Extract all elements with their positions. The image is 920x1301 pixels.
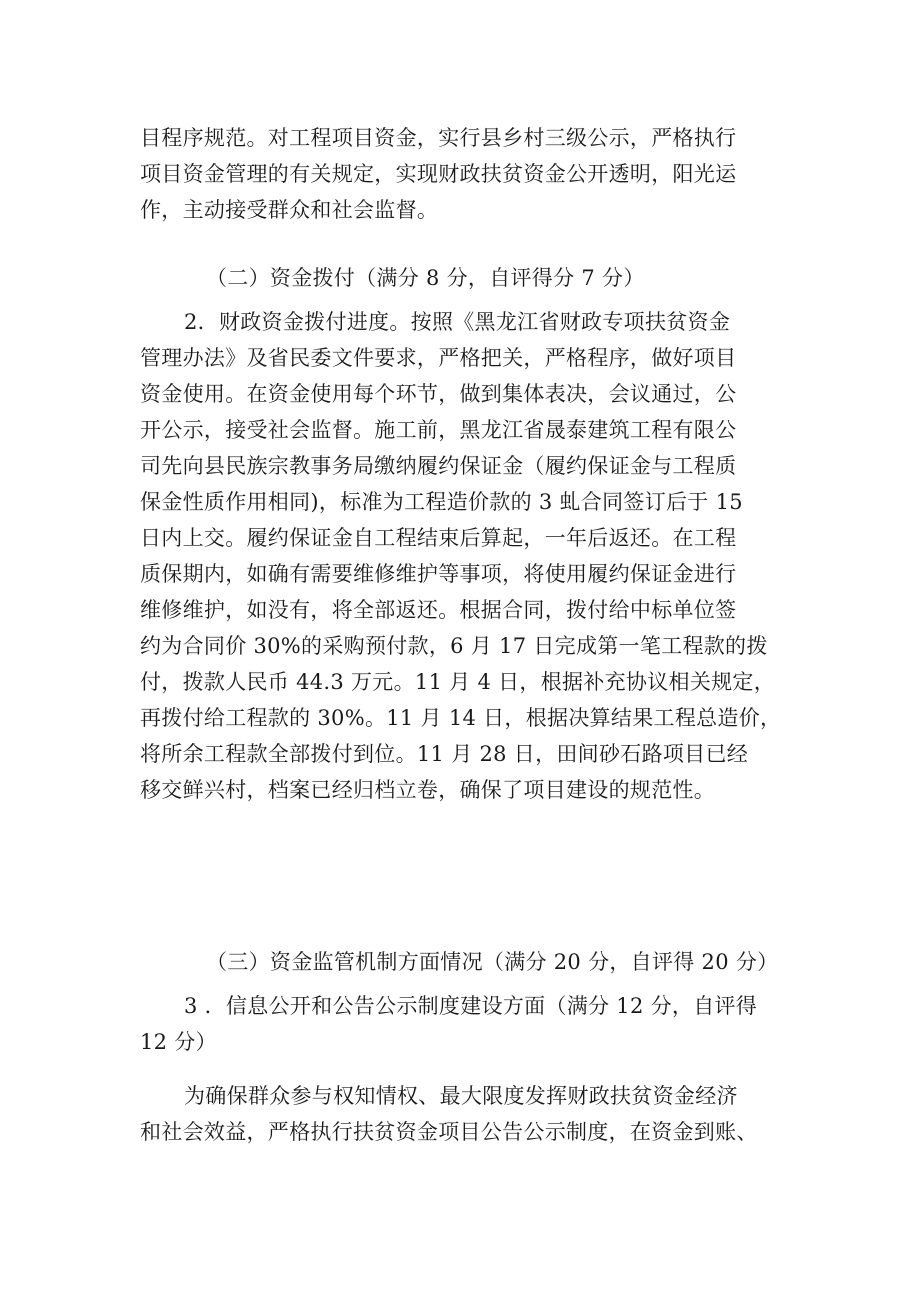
text-line: 2．财政资金拨付进度。按照《黑龙江省财政专项扶贫资金 bbox=[184, 310, 731, 334]
section-heading-2 bbox=[140, 260, 785, 296]
text-line: 司先向县民族宗教事务局缴纳履约保证金（履约保证金与工程质 bbox=[140, 454, 737, 478]
paragraph-disbursement bbox=[140, 304, 785, 808]
paragraph-disclosure bbox=[140, 1078, 785, 1150]
text-line: 和社会效益，严格执行扶贫资金项目公告公示制度，在资金到账、 bbox=[140, 1120, 758, 1144]
paragraph-disclosure-heading bbox=[140, 988, 785, 1060]
text-line: 资金使用。在资金使用每个环节，做到集体表决，会议通过，公 bbox=[140, 382, 737, 406]
text-line: 移交鲜兴村，档案已经归档立卷，确保了项目建设的规范性。 bbox=[140, 778, 716, 802]
text-line: 12 分） bbox=[140, 1030, 217, 1054]
text-line: 作，主动接受群众和社会监督。 bbox=[140, 198, 439, 222]
text-line: 维修维护，如没有，将全部返还。根据合同，拨付给中标单位签 bbox=[140, 598, 737, 622]
document-body bbox=[140, 120, 785, 228]
text-line: 目程序规范。对工程项目资金，实行县乡村三级公示，严格执行 bbox=[140, 126, 737, 150]
heading-funds-disbursement: （二）资金拨付（满分 8 分，自评得分 7 分） bbox=[206, 266, 645, 290]
section-heading-3 bbox=[140, 944, 785, 980]
text-line: 3 ．信息公开和公告公示制度建设方面（满分 12 分，自评得 bbox=[184, 994, 758, 1018]
text-line: 付，拨款人民币 44.3 万元。11 月 4 日，根据补充协议相关规定， bbox=[140, 670, 776, 694]
text-line: 约为合同价 30%的采购预付款，6 月 17 日完成第一笔工程款的拨 bbox=[140, 634, 768, 658]
text-line: 为确保群众参与权知情权、最大限度发挥财政扶贫资金经济 bbox=[184, 1084, 738, 1108]
text-line: 将所余工程款全部拨付到位。11 月 28 日，田间砂石路项目已经 bbox=[140, 742, 749, 766]
text-line: 开公示，接受社会监督。施工前，黑龙江省晟泰建筑工程有限公 bbox=[140, 418, 737, 442]
text-line: 项目资金管理的有关规定，实现财政扶贫资金公开透明，阳光运 bbox=[140, 162, 737, 186]
text-line: 日内上交。履约保证金自工程结束后算起，一年后返还。在工程 bbox=[140, 526, 737, 550]
text-line: 再拨付给工程款的 30%。11 月 14 日，根据决算结果工程总造价， bbox=[140, 706, 782, 730]
text-line: 保金性质作用相同)，标准为工程造价款的 3 虬合同签订后于 15 bbox=[140, 490, 743, 514]
text-line: 管理办法》及省民委文件要求，严格把关，严格程序，做好项目 bbox=[140, 346, 737, 370]
heading-funds-supervision: （三）资金监管机制方面情况（满分 20 分，自评得 20 分） bbox=[206, 950, 779, 974]
text-line: 质保期内，如确有需要维修维护等事项，将使用履约保证金进行 bbox=[140, 562, 737, 586]
